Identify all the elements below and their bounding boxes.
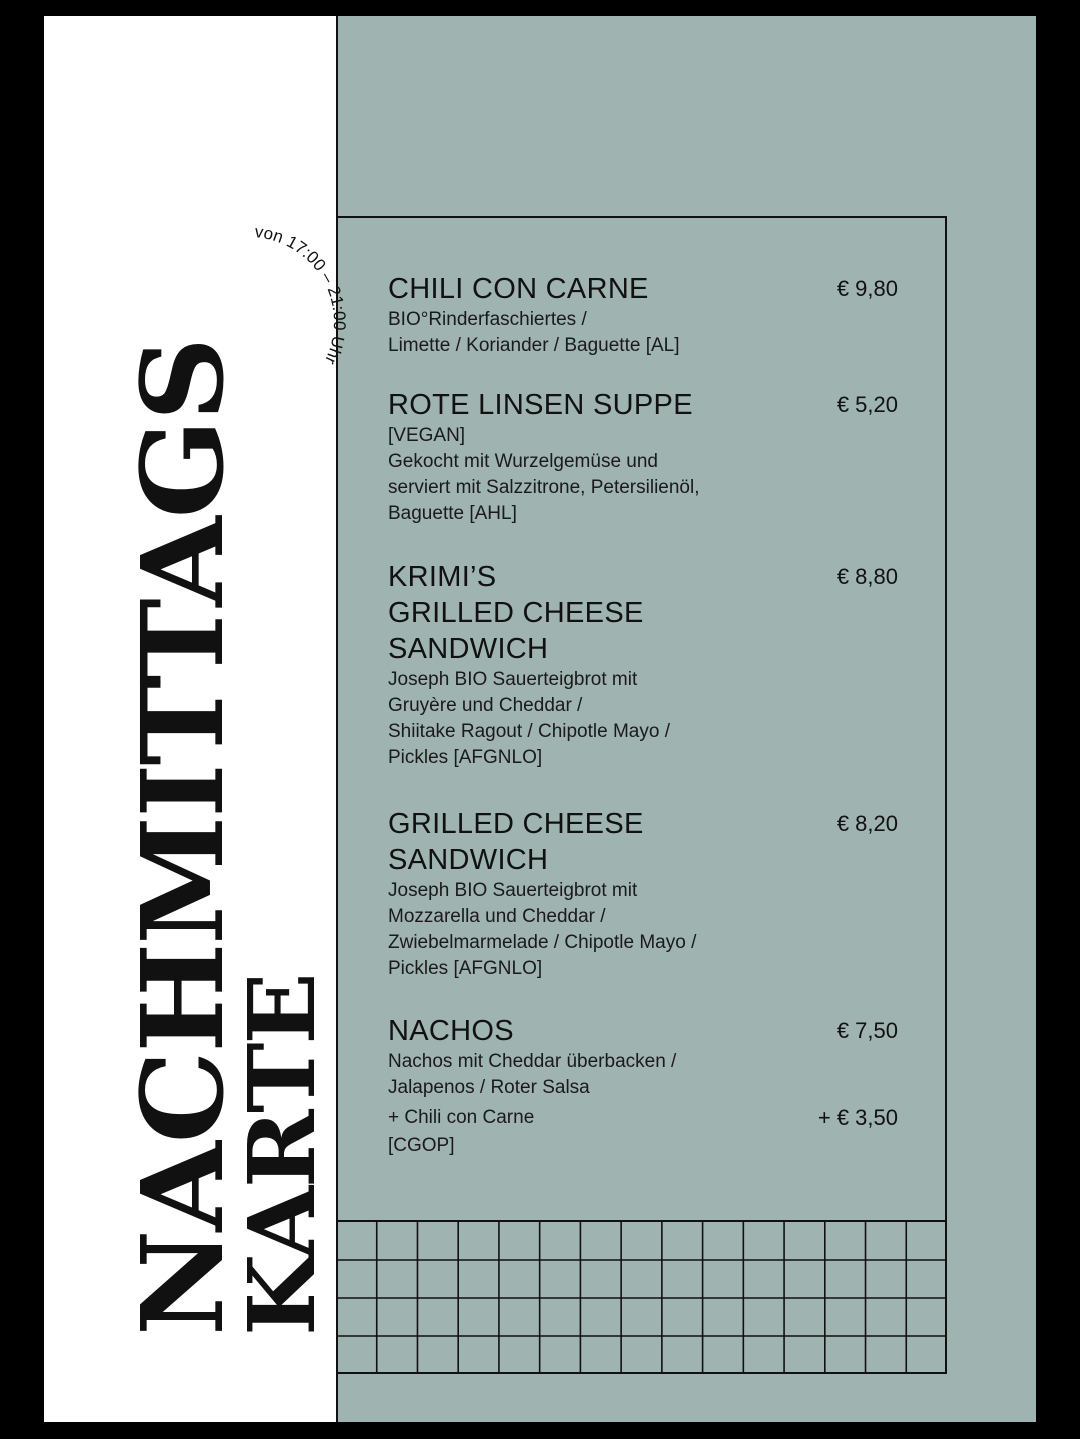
item-description: Joseph BIO Sauerteigbrot mit Mozzarella und Cheddar / Zwiebelmarmelade / Chipotle Mayo / Pickles [AFGNLO] [388, 880, 697, 979]
opening-hours [224, 212, 364, 432]
item-name: GRILLED CHEESE SANDWICH [388, 808, 644, 876]
item-price: € 8,20 [836, 811, 898, 836]
menu-item-krimis-grilled-cheese [388, 559, 908, 771]
item-description: Joseph BIO Sauerteigbrot mit Gruyère und Cheddar / Shiitake Ragout / Chipotle Mayo / Pickles [AFGNLO] [388, 669, 670, 768]
title-karte: KARTE [228, 974, 336, 1336]
extra-price: + € 3,50 [817, 1105, 898, 1130]
item-tag: [VEGAN] [388, 425, 466, 446]
menu-item-grilled-cheese [388, 806, 908, 982]
extra-label: + Chili con Carne [388, 1107, 535, 1128]
item-price: € 7,50 [836, 1018, 898, 1043]
item-price: € 8,80 [836, 564, 898, 589]
menu-item-nachos [388, 1013, 908, 1159]
decorative-grid [336, 1220, 947, 1374]
item-description: BIO°Rinderfaschiertes / Limette / Koriander / Baguette [AL] [388, 309, 680, 356]
item-description: Gekocht mit Wurzelgemüse und serviert mit Salzzitrone, Petersilienöl, Baguette [AHL] [388, 451, 700, 524]
grid-lines [336, 1222, 947, 1374]
item-extra [388, 1103, 908, 1133]
item-name: NACHOS [388, 1015, 514, 1047]
item-name: CHILI CON CARNE [388, 273, 649, 305]
item-name: KRIMI’S GRILLED CHEESE SANDWICH [388, 561, 644, 665]
opening-hours-text [254, 222, 349, 368]
item-name: ROTE LINSEN SUPPE [388, 389, 693, 421]
item-description: Nachos mit Cheddar überbacken / Jalapenos / Roter Salsa [388, 1051, 677, 1098]
item-allergens: [CGOP] [388, 1135, 455, 1156]
menu-page [44, 16, 1036, 1422]
item-price: € 9,80 [836, 276, 898, 301]
menu-item-chili [388, 271, 908, 359]
title-nachmittags: NACHMITTAGS [118, 339, 249, 1337]
menu-item-linsen-suppe [388, 387, 908, 527]
opening-hours-path: von 17:00 – 21:00 Uhr [253, 222, 350, 368]
item-price: € 5,20 [836, 392, 898, 417]
